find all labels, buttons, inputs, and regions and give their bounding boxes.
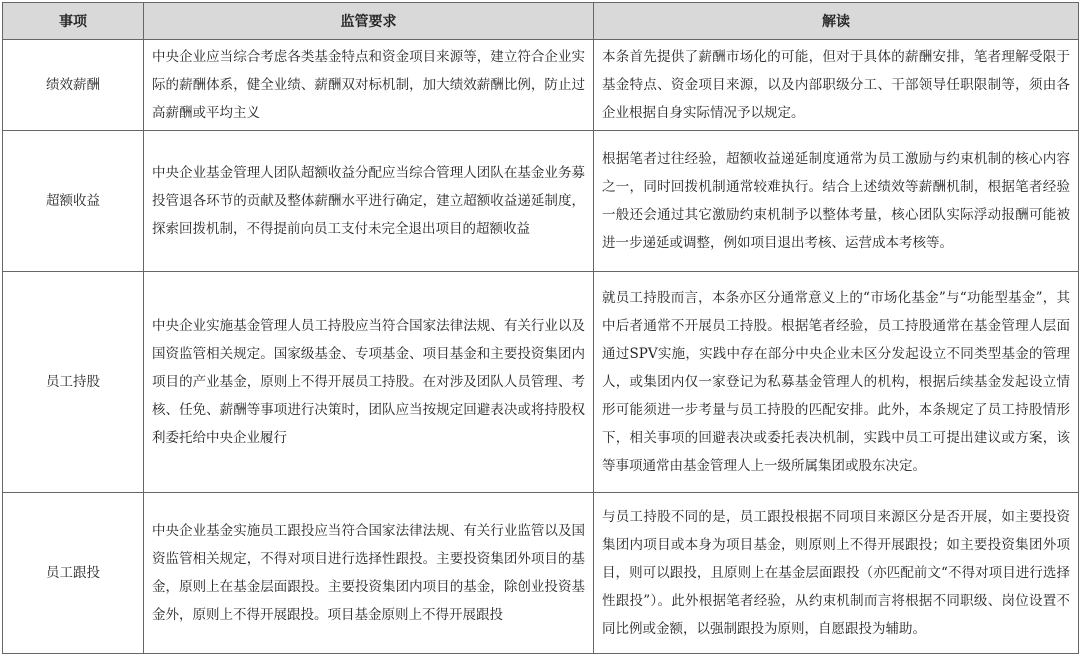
row-item-cell: 绩效薪酬 [3, 40, 144, 131]
table-row [3, 272, 1079, 493]
row-requirement-cell: 中央企业基金实施员工跟投应当符合国家法律法规、有关行业监管以及国资监管相关规定，不得对项目进行选择性跟投。主要投资集团外项目的基金，原则上在基金层面跟投。主要投资集团内项目的基金，除创业投资基金外，原则上不得开展跟投。项目基金原则上不得开展跟投 [144, 493, 594, 654]
table-row [3, 493, 1079, 654]
row-interpretation-cell: 就员工持股而言，本条亦区分通常意义上的“市场化基金”与“功能型基金”，其中后者通常不开展员工持股。根据笔者经验，员工持股通常在基金管理人层面通过SPV实施，实践中存在部分中央企业未区分发起设立不同类型基金的管理人，或集团内仅一家登记为私募基金管理人的机构，根据后续基金发起设立情形可能须进一步考量与员工持股的匹配安排。此外，本条规定了员工持股情形下，相关事项的回避表决或委托表决机制，实践中员工可提出建议或方案，该等事项通常由基金管理人上一级所属集团或股东决定。 [594, 272, 1079, 493]
table-row [3, 131, 1079, 272]
row-interpretation-cell: 本条首先提供了薪酬市场化的可能，但对于具体的薪酬安排，笔者理解受限于基金特点、资金项目来源，以及内部职级分工、干部领导任职限制等，须由各企业根据自身实际情况予以规定。 [594, 40, 1079, 131]
column-header-item: 事项 [3, 3, 144, 40]
row-item-cell: 员工持股 [3, 272, 144, 493]
column-header-interpretation: 解读 [594, 3, 1079, 40]
table-header-row [3, 3, 1079, 40]
column-header-requirement: 监管要求 [144, 3, 594, 40]
row-requirement-cell: 中央企业实施基金管理人员工持股应当符合国家法律法规、有关行业以及国资监管相关规定。国家级基金、专项基金、项目基金和主要投资集团内项目的产业基金，原则上不得开展员工持股。在对涉及团队人员管理、考核、任免、薪酬等事项进行决策时，团队应当按规定回避表决或将持股权利委托给中央企业履行 [144, 272, 594, 493]
row-item-cell: 超额收益 [3, 131, 144, 272]
row-interpretation-cell: 根据笔者过往经验，超额收益递延制度通常为员工激励与约束机制的核心内容之一，同时回拨机制通常较难执行。结合上述绩效等薪酬机制，根据笔者经验一般还会通过其它激励约束机制予以整体考量，核心团队实际浮动报酬可能被进一步递延或调整，例如项目退出考核、运营成本考核等。 [594, 131, 1079, 272]
row-interpretation-cell: 与员工持股不同的是，员工跟投根据不同项目来源区分是否开展，如主要投资集团内项目或本身为项目基金，则原则上不得开展跟投；如主要投资集团外项目，则可以跟投，且原则上在基金层面跟投（亦匹配前文“不得对项目进行选择性跟投”）。此外根据笔者经验，从约束机制而言将根据不同职级、岗位设置不同比例或金额，以强制跟投为原则，自愿跟投为辅助。 [594, 493, 1079, 654]
row-requirement-cell: 中央企业应当综合考虑各类基金特点和资金项目来源等，建立符合企业实际的薪酬体系，健全业绩、薪酬双对标机制，加大绩效薪酬比例，防止过高薪酬或平均主义 [144, 40, 594, 131]
row-item-cell: 员工跟投 [3, 493, 144, 654]
row-requirement-cell: 中央企业基金管理人团队超额收益分配应当综合管理人团队在基金业务募投管退各环节的贡献及整体薪酬水平进行确定，建立超额收益递延制度，探索回拨机制，不得提前向员工支付未完全退出项目的超额收益 [144, 131, 594, 272]
table-row [3, 40, 1079, 131]
regulation-table [2, 2, 1079, 654]
